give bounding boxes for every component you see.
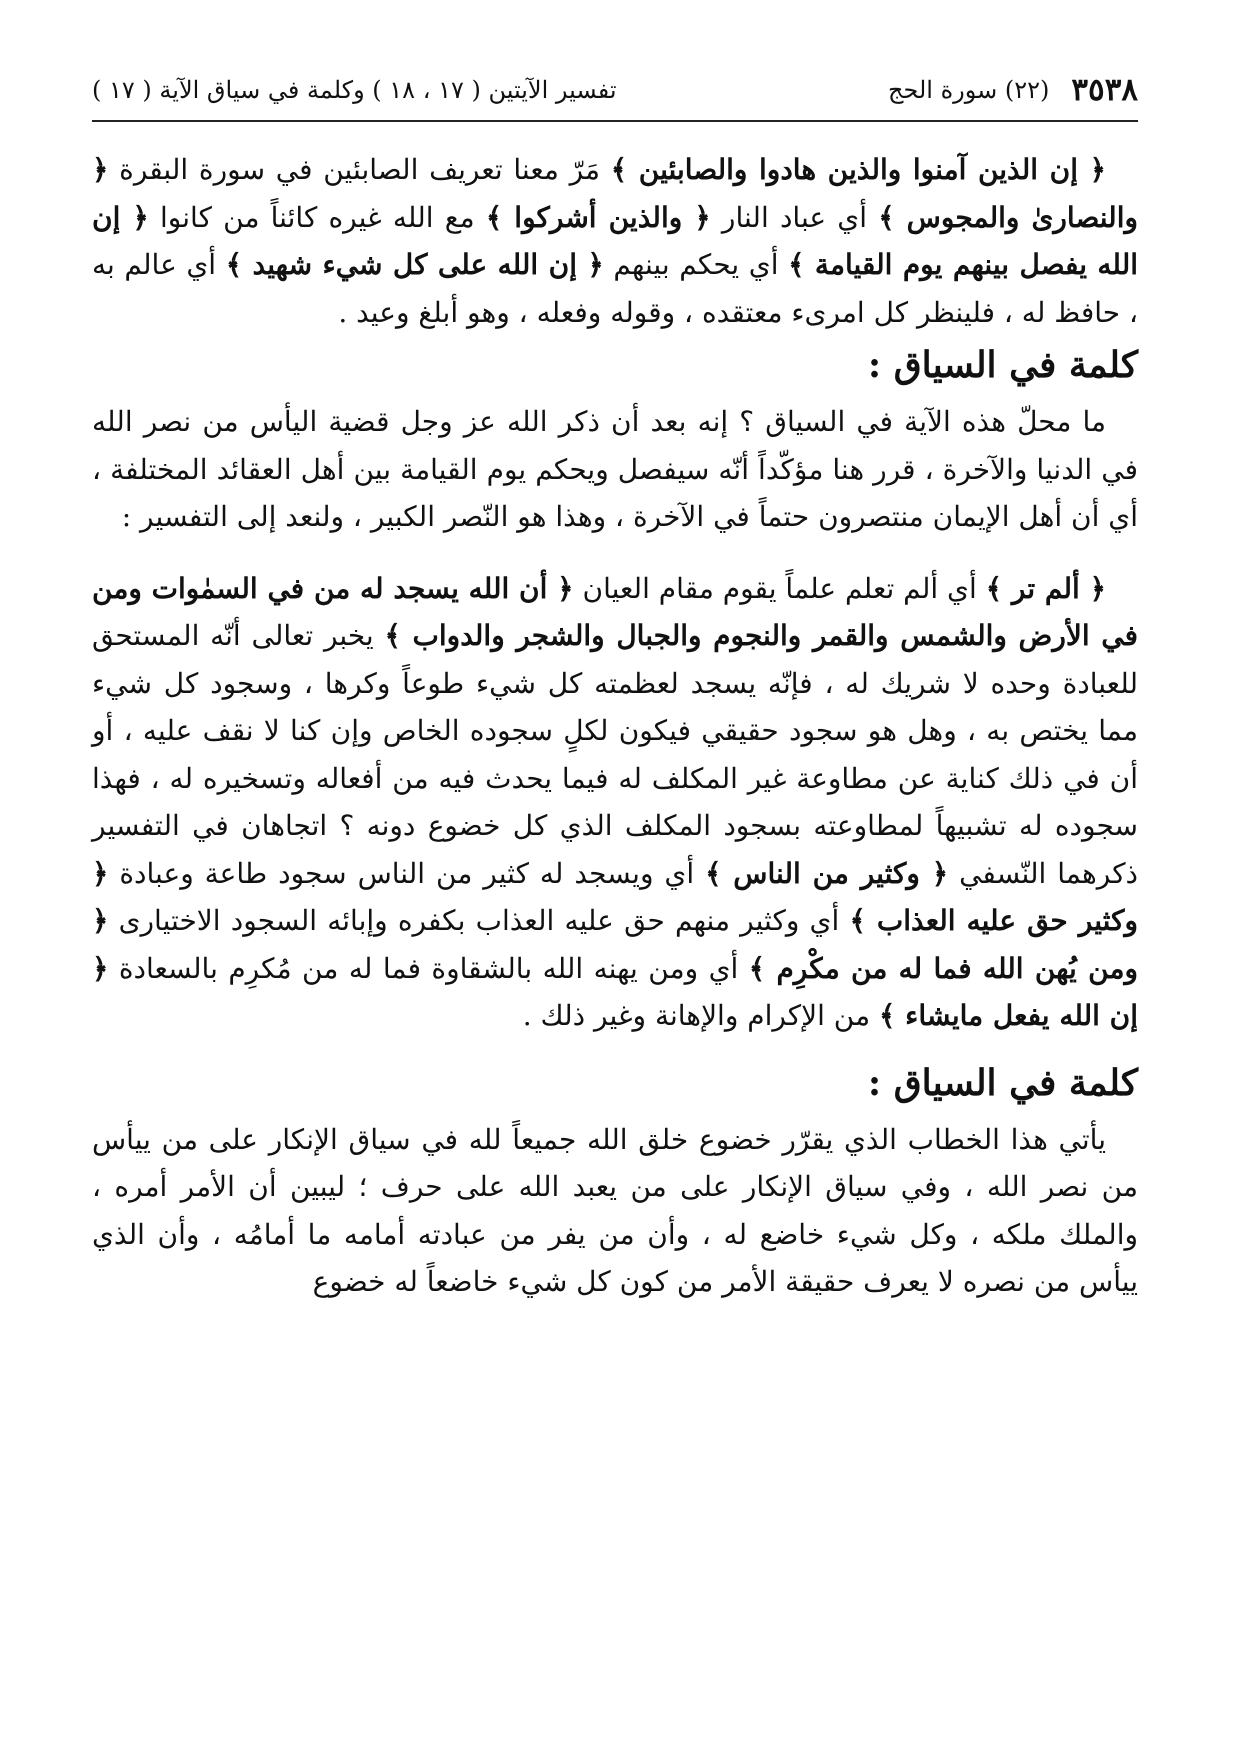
running-title: تفسير الآيتين ( ١٧ ، ١٨ ) وكلمة في سياق الآية ( ١٧ )	[92, 76, 617, 104]
page	[92, 60, 1138, 1700]
verse-quote: ﴿ وكثير حق عليه العذاب ﴾	[92, 856, 1138, 937]
commentary-text: أي ومن يهنه الله بالشقاوة فما له من مُكرِم بالسعادة	[108, 951, 749, 985]
verse-quote: ﴿ أن الله يسجد له من في السمٰوات ومن في الأرض والشمس والقمر والنجوم والجبال والشجر والدواب ﴾	[92, 571, 1138, 652]
context-paragraph-1: ما محلّ هذه الآية في السياق ؟ إنه بعد أن ذكر الله عز وجل قضية اليأس من نصر الله في الدنيا والآخرة ، قرر هنا مؤكّداً أنّه سيفصل ويحكم يوم القيامة بين أهل العقائد المختلفة ، أي أن أهل الإيمان منتصرون حتماً في الآخرة ، وهذا هو النّصر الكبير ، ولنعد إلى التفسير :	[92, 405, 1138, 533]
verse-quote: ﴿ إن الله على كل شيء شهيد ﴾	[225, 248, 604, 281]
verse-quote: ﴿ والذين أشركوا ﴾	[485, 200, 711, 234]
commentary-text: مَرّ معنا تعريف الصابئين في سورة البقرة	[108, 153, 611, 186]
commentary-text: أي عالم به ، حافظ له ، فلينظر كل امرىء معتقده ، وقوله وفعله ، وهو أبلغ وعيد .	[92, 248, 1138, 329]
commentary-text: من الإكرام والإهانة وغير ذلك .	[522, 999, 879, 1032]
context-paragraph-2: يأتي هذا الخطاب الذي يقرّر خضوع خلق الله جميعاً لله في سياق الإنكار على من ييأس من نصر الله ، وفي سياق الإنكار على من يعبد الله على حرف ؛ ليبين أن الأمر أمره ، والملك ملكه ، وكل شيء خاضع له ، وأن من يفر من عبادته أمامه ما أمامُه ، وأن الذي ييأس من نصره لا يعرف حقيقة الأمر من كون كل شيء خاضعاً له خضوع	[92, 1122, 1138, 1298]
commentary-text: أي ويسجد له كثير من الناس سجود طاعة وعبادة	[108, 856, 706, 890]
verse-quote: ﴿ والنصارىٰ والمجوس ﴾	[92, 153, 1139, 234]
verse-quote: ﴿ ومن يُهن الله فما له من مكْرِم ﴾	[92, 904, 1138, 985]
page-number: ٣٥٣٨	[1071, 72, 1138, 108]
verse-quote: ﴿ إن الذين آمنوا والذين هادوا والصابئين ﴾	[610, 153, 1106, 186]
verse-quote: ﴿ إن الله يفصل بينهم يوم القيامة ﴾	[92, 200, 1139, 281]
commentary-text: يخبر تعالى أنّه المستحق للعبادة وحده لا شريك له ، فإنّه يسجد لعظمته كل شيء طوعاً وكرها ، وسجود كل شيء مما يختص به ، وهل هو سجود حقيقي فيكون لكلٍ سجوده الخاص وإن كنا لا نقف عليه ، أو أن في ذلك كناية عن مطاوعة غير المكلف له فيما يحدث فيه من أفعاله وتسخيره له ، فهذا سجوده له تشبيهاً لمطاوعته بسجود المكلف الذي كل خضوع دونه ؟ اتجاهان في التفسير ذكرهما النّسفي	[92, 619, 1138, 890]
commentary-text: مع الله غيره كائناً من كانوا	[148, 200, 486, 234]
commentary-paragraph-2	[92, 565, 1138, 1040]
verse-quote: ﴿ وكثير من الناس ﴾	[705, 856, 949, 890]
surah-label: (٢٢) سورة الحج	[887, 76, 1050, 104]
spacer	[92, 541, 1138, 565]
page-header	[92, 60, 1138, 122]
section-heading: كلمة في السياق :	[867, 344, 1138, 386]
verse-quote: ﴿ إن الله يفعل مايشاء ﴾	[92, 951, 1138, 1032]
section-heading: كلمة في السياق :	[867, 1061, 1138, 1104]
spacer	[92, 1040, 1138, 1054]
commentary-paragraph-1	[92, 146, 1138, 336]
commentary-text: أي ألم تعلم علماً يقوم مقام العيان	[573, 571, 986, 605]
commentary-text: أي عباد النار	[710, 200, 879, 234]
verse-quote: ﴿ ألم تر ﴾	[985, 571, 1107, 605]
commentary-text: أي وكثير منهم حق عليه العذاب بكفره وإبائه السجود الاختيارى	[108, 904, 850, 937]
commentary-text: أي يحكم بينهم	[603, 248, 789, 281]
header-right-group	[888, 72, 1138, 108]
